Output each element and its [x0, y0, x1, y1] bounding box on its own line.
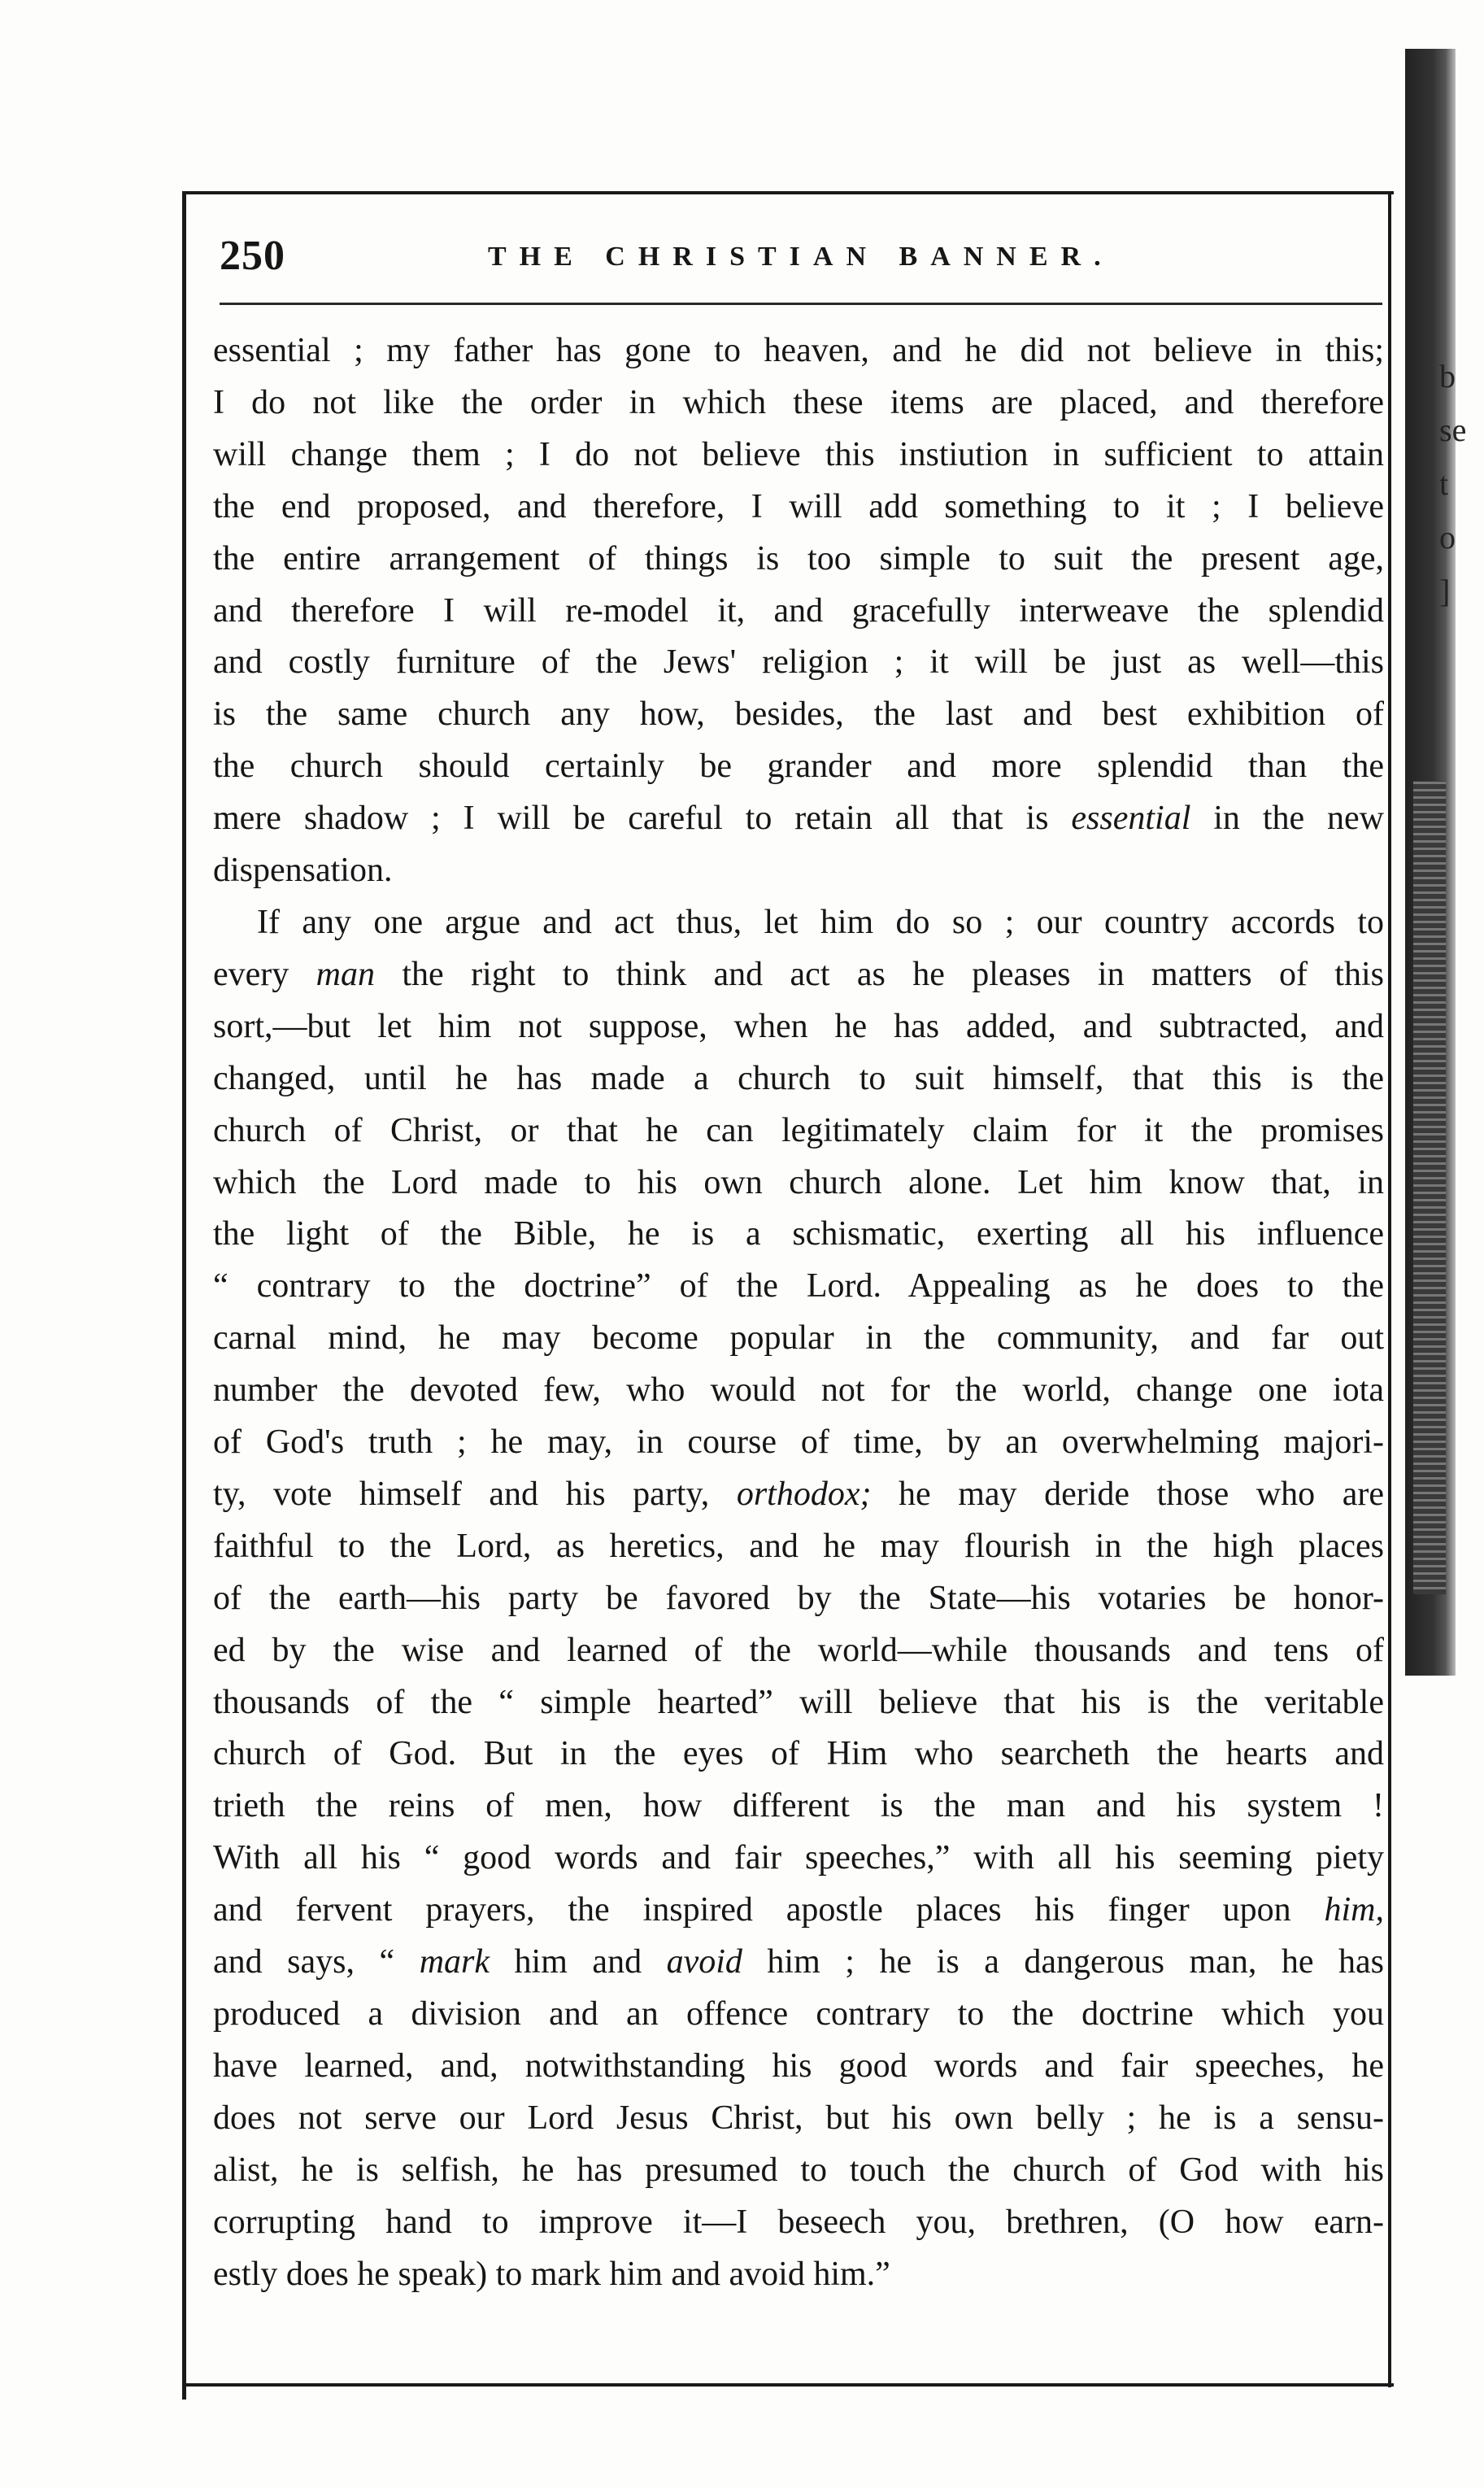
text-line: and fervent prayers, the inspired apostle places his finger upon him,	[213, 1891, 1384, 1929]
text-line: church of God. But in the eyes of Him who searcheth the hearts and	[213, 1735, 1384, 1773]
text-line: will change them ; I do not believe this instiution in sufficient to attain	[213, 435, 1384, 473]
running-head	[220, 232, 1390, 289]
page-number: 250	[220, 233, 285, 279]
adjacent-page-letters	[1439, 350, 1480, 618]
text-line: which the Lord made to his own church alone. Let him know that, in	[213, 1163, 1384, 1201]
text-line: the entire arrangement of things is too simple to suit the present age,	[213, 539, 1384, 578]
text-line: and says, “ mark him and avoid him ; he is a dangerous man, he has	[213, 1943, 1384, 1981]
text-line: changed, until he has made a church to suit himself, that this is the	[213, 1059, 1384, 1097]
text-line: alist, he is selfish, he has presumed to touch the church of God with his	[213, 2151, 1384, 2189]
text-line: of God's truth ; he may, in course of time, by an overwhelming majori-	[213, 1423, 1384, 1462]
article-body	[213, 325, 1384, 2300]
text-line: trieth the reins of men, how different is the man and his system !	[213, 1787, 1384, 1825]
text-line: thousands of the “ simple hearted” will believe that his is the veritable	[213, 1683, 1384, 1721]
text-line: I do not like the order in which these items are placed, and therefore	[213, 383, 1384, 421]
text-line: church of Christ, or that he can legitimately claim for it the promises	[213, 1111, 1384, 1149]
page-border-right	[1388, 191, 1391, 2387]
journal-title: THE CHRISTIAN BANNER.	[488, 242, 1114, 272]
page-border-bottom	[182, 2383, 1394, 2387]
bleed-letter: t	[1439, 465, 1449, 502]
text-line: mere shadow ; I will be careful to retain all that is essential in the new	[213, 800, 1384, 838]
text-line: carnal mind, he may become popular in the community, and far out	[213, 1319, 1384, 1358]
adjacent-page-edge	[1405, 49, 1456, 1676]
text-line: produced a division and an offence contrary to the doctrine which you	[213, 1995, 1384, 2033]
text-line: of the earth—his party be favored by the State—his votaries be honor-	[213, 1579, 1384, 1617]
text-line: faithful to the Lord, as heretics, and he may flourish in the high places	[213, 1527, 1384, 1565]
text-line: every man the right to think and act as he pleases in matters of this	[213, 955, 1384, 993]
text-line: essential ; my father has gone to heaven, and he did not believe in this;	[213, 332, 1384, 369]
text-line: have learned, and, notwithstanding his good words and fair speeches, he	[213, 2047, 1384, 2085]
page-border-top	[182, 191, 1394, 194]
bleed-letter: se	[1439, 412, 1467, 448]
text-line: corrupting hand to improve it—I beseech you, brethren, (O how earn-	[213, 2203, 1384, 2241]
text-line: the end proposed, and therefore, I will add something to it ; I believe	[213, 487, 1384, 525]
text-line: ty, vote himself and his party, orthodox; he may deride those who are	[213, 1475, 1384, 1513]
text-line: sort,—but let him not suppose, when he has added, and subtracted, and	[213, 1007, 1384, 1045]
text-line: ed by the wise and learned of the world—while thousands and tens of	[213, 1631, 1384, 1669]
text-line: number the devoted few, who would not for the world, change one iota	[213, 1371, 1384, 1410]
page-border-left	[182, 191, 186, 2400]
header-rule	[220, 303, 1382, 305]
paragraph-1	[213, 325, 1384, 897]
bleed-letter: b	[1439, 358, 1456, 394]
text-line: dispensation.	[213, 852, 393, 890]
bleed-letter: o	[1439, 519, 1456, 556]
text-line: and therefore I will re-model it, and gracefully interweave the splendid	[213, 591, 1384, 630]
text-line: is the same church any how, besides, the last and best exhibition of	[213, 695, 1384, 734]
text-line: the church should certainly be grander and more splendid than the	[213, 748, 1384, 786]
text-line: estly does he speak) to mark him and avoid him.”	[213, 2255, 890, 2293]
paragraph-2	[213, 897, 1384, 2300]
text-line: does not serve our Lord Jesus Christ, but his own belly ; he is a sensu-	[213, 2099, 1384, 2137]
text-line: the light of the Bible, he is a schismatic, exerting all his influence	[213, 1215, 1384, 1253]
text-line: “ contrary to the doctrine” of the Lord. Appealing as he does to the	[213, 1267, 1384, 1306]
text-line: With all his “ good words and fair speeches,” with all his seeming piety	[213, 1839, 1384, 1877]
text-line: If any one argue and act thus, let him do so ; our country accords to	[257, 903, 1384, 941]
text-line: and costly furniture of the Jews' religion ; it will be just as well—this	[213, 643, 1384, 682]
bleed-letter: ]	[1439, 573, 1451, 609]
